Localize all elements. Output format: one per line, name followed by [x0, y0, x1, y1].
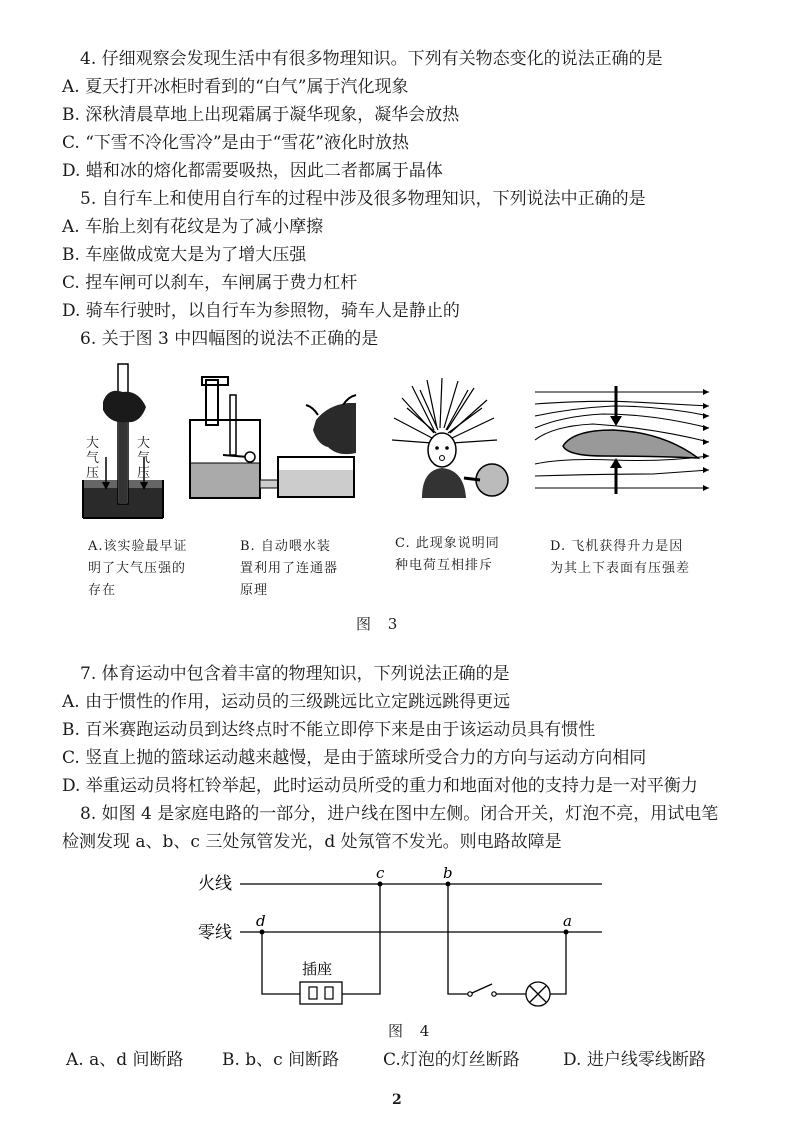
caption-b-line1: B. 自动喂水装: [240, 539, 331, 554]
caption-a-line2: 明了大气压强的: [88, 561, 187, 576]
q8-stem-line1: 8. 如图 4 是家庭电路的一部分，进户线在图中左侧。闭合开关，灯泡不亮，用试电笔: [80, 804, 719, 824]
q7-option-b: B. 百米赛跑运动员到达终点时不能立即停下来是由于该运动员具有惯性: [62, 720, 596, 740]
q4-option-a: A. 夏天打开冰柜时看到的“白气”属于汽化现象: [62, 77, 409, 97]
q7-option-d: D. 举重运动员将杠铃举起，此时运动员所受的重力和地面对他的支持力是一对平衡力: [62, 776, 698, 796]
q4-stem: 4. 仔细观察会发现生活中有很多物理知识。下列有关物态变化的说法正确的是: [80, 49, 663, 69]
point-b-label: b: [443, 864, 453, 882]
caption-a-line3: 存在: [88, 583, 117, 598]
socket-label: 插座: [302, 960, 333, 978]
q4-option-b: B. 深秋清晨草地上出现霜属于凝华现象，凝华会放热: [62, 105, 460, 125]
caption-c-line1: C. 此现象说明同: [395, 536, 500, 551]
live-wire-label: 火线: [198, 874, 232, 894]
neutral-wire-label: 零线: [198, 923, 232, 943]
q7-option-c: C. 竖直上抛的篮球运动越来越慢，是由于篮球所受合力的方向与运动方向相同: [62, 748, 647, 768]
atmospheric-pressure-label-right: 大气压: [137, 436, 151, 481]
socket: [300, 982, 342, 1004]
q8-option-a: A. a、d 间断路: [66, 1050, 184, 1070]
q8-option-d: D. 进户线零线断路: [563, 1050, 706, 1070]
q8-option-b: B. b、c 间断路: [222, 1050, 340, 1070]
figure-3-label: 图 3: [356, 615, 404, 633]
q5-option-a: A. 车胎上刻有花纹是为了减小摩擦: [62, 217, 324, 237]
household-circuit-diagram: [180, 860, 620, 1010]
atmospheric-pressure-label-left: 大气压: [86, 436, 100, 481]
q4-option-d: D. 蜡和冰的熔化都需要吸热，因此二者都属于晶体: [62, 161, 443, 181]
caption-d-line1: D. 飞机获得升力是因: [550, 539, 684, 554]
q6-stem: 6. 关于图 3 中四幅图的说法不正确的是: [80, 329, 379, 349]
automatic-feeder-illustration: [188, 375, 358, 500]
q7-option-a: A. 由于惯性的作用，运动员的三级跳远比立定跳远跳得更远: [62, 692, 511, 712]
caption-c-line2: 种电荷互相排斥: [395, 558, 494, 573]
point-d-label: d: [256, 912, 266, 930]
caption-d-line2: 为其上下表面有压强差: [550, 561, 691, 576]
caption-b-line3: 原理: [240, 583, 269, 598]
q5-option-d: D. 骑车行驶时，以自行车为参照物，骑车人是静止的: [62, 301, 460, 321]
caption-b-line2: 置利用了连通器: [240, 561, 339, 576]
caption-a-line1: A.该实验最早证: [88, 539, 188, 554]
switch: [468, 992, 472, 996]
page-number: 2: [392, 1092, 402, 1108]
point-a-label: a: [563, 912, 572, 930]
q8-option-c: C.灯泡的灯丝断路: [383, 1050, 520, 1070]
point-c-label: c: [376, 864, 385, 882]
q5-option-c: C. 捏车闸可以刹车，车闸属于费力杠杆: [62, 273, 358, 293]
q5-stem: 5. 自行车上和使用自行车的过程中涉及很多物理知识，下列说法中正确的是: [80, 189, 646, 209]
q5-option-b: B. 车座做成宽大是为了增大压强: [62, 245, 307, 265]
q4-option-c: C. “下雪不冷化雪冷”是由于“雪花”液化时放热: [62, 133, 409, 153]
figure-4-label: 图 4: [388, 1022, 436, 1040]
airfoil-lift-illustration: [533, 384, 711, 496]
q8-stem-line2: 检测发现 a、b、c 三处氖管发光，d 处氖管不发光。则电路故障是: [62, 832, 562, 852]
static-electricity-illustration: [392, 378, 514, 498]
q7-stem: 7. 体育运动中包含着丰富的物理知识，下列说法正确的是: [80, 664, 510, 684]
